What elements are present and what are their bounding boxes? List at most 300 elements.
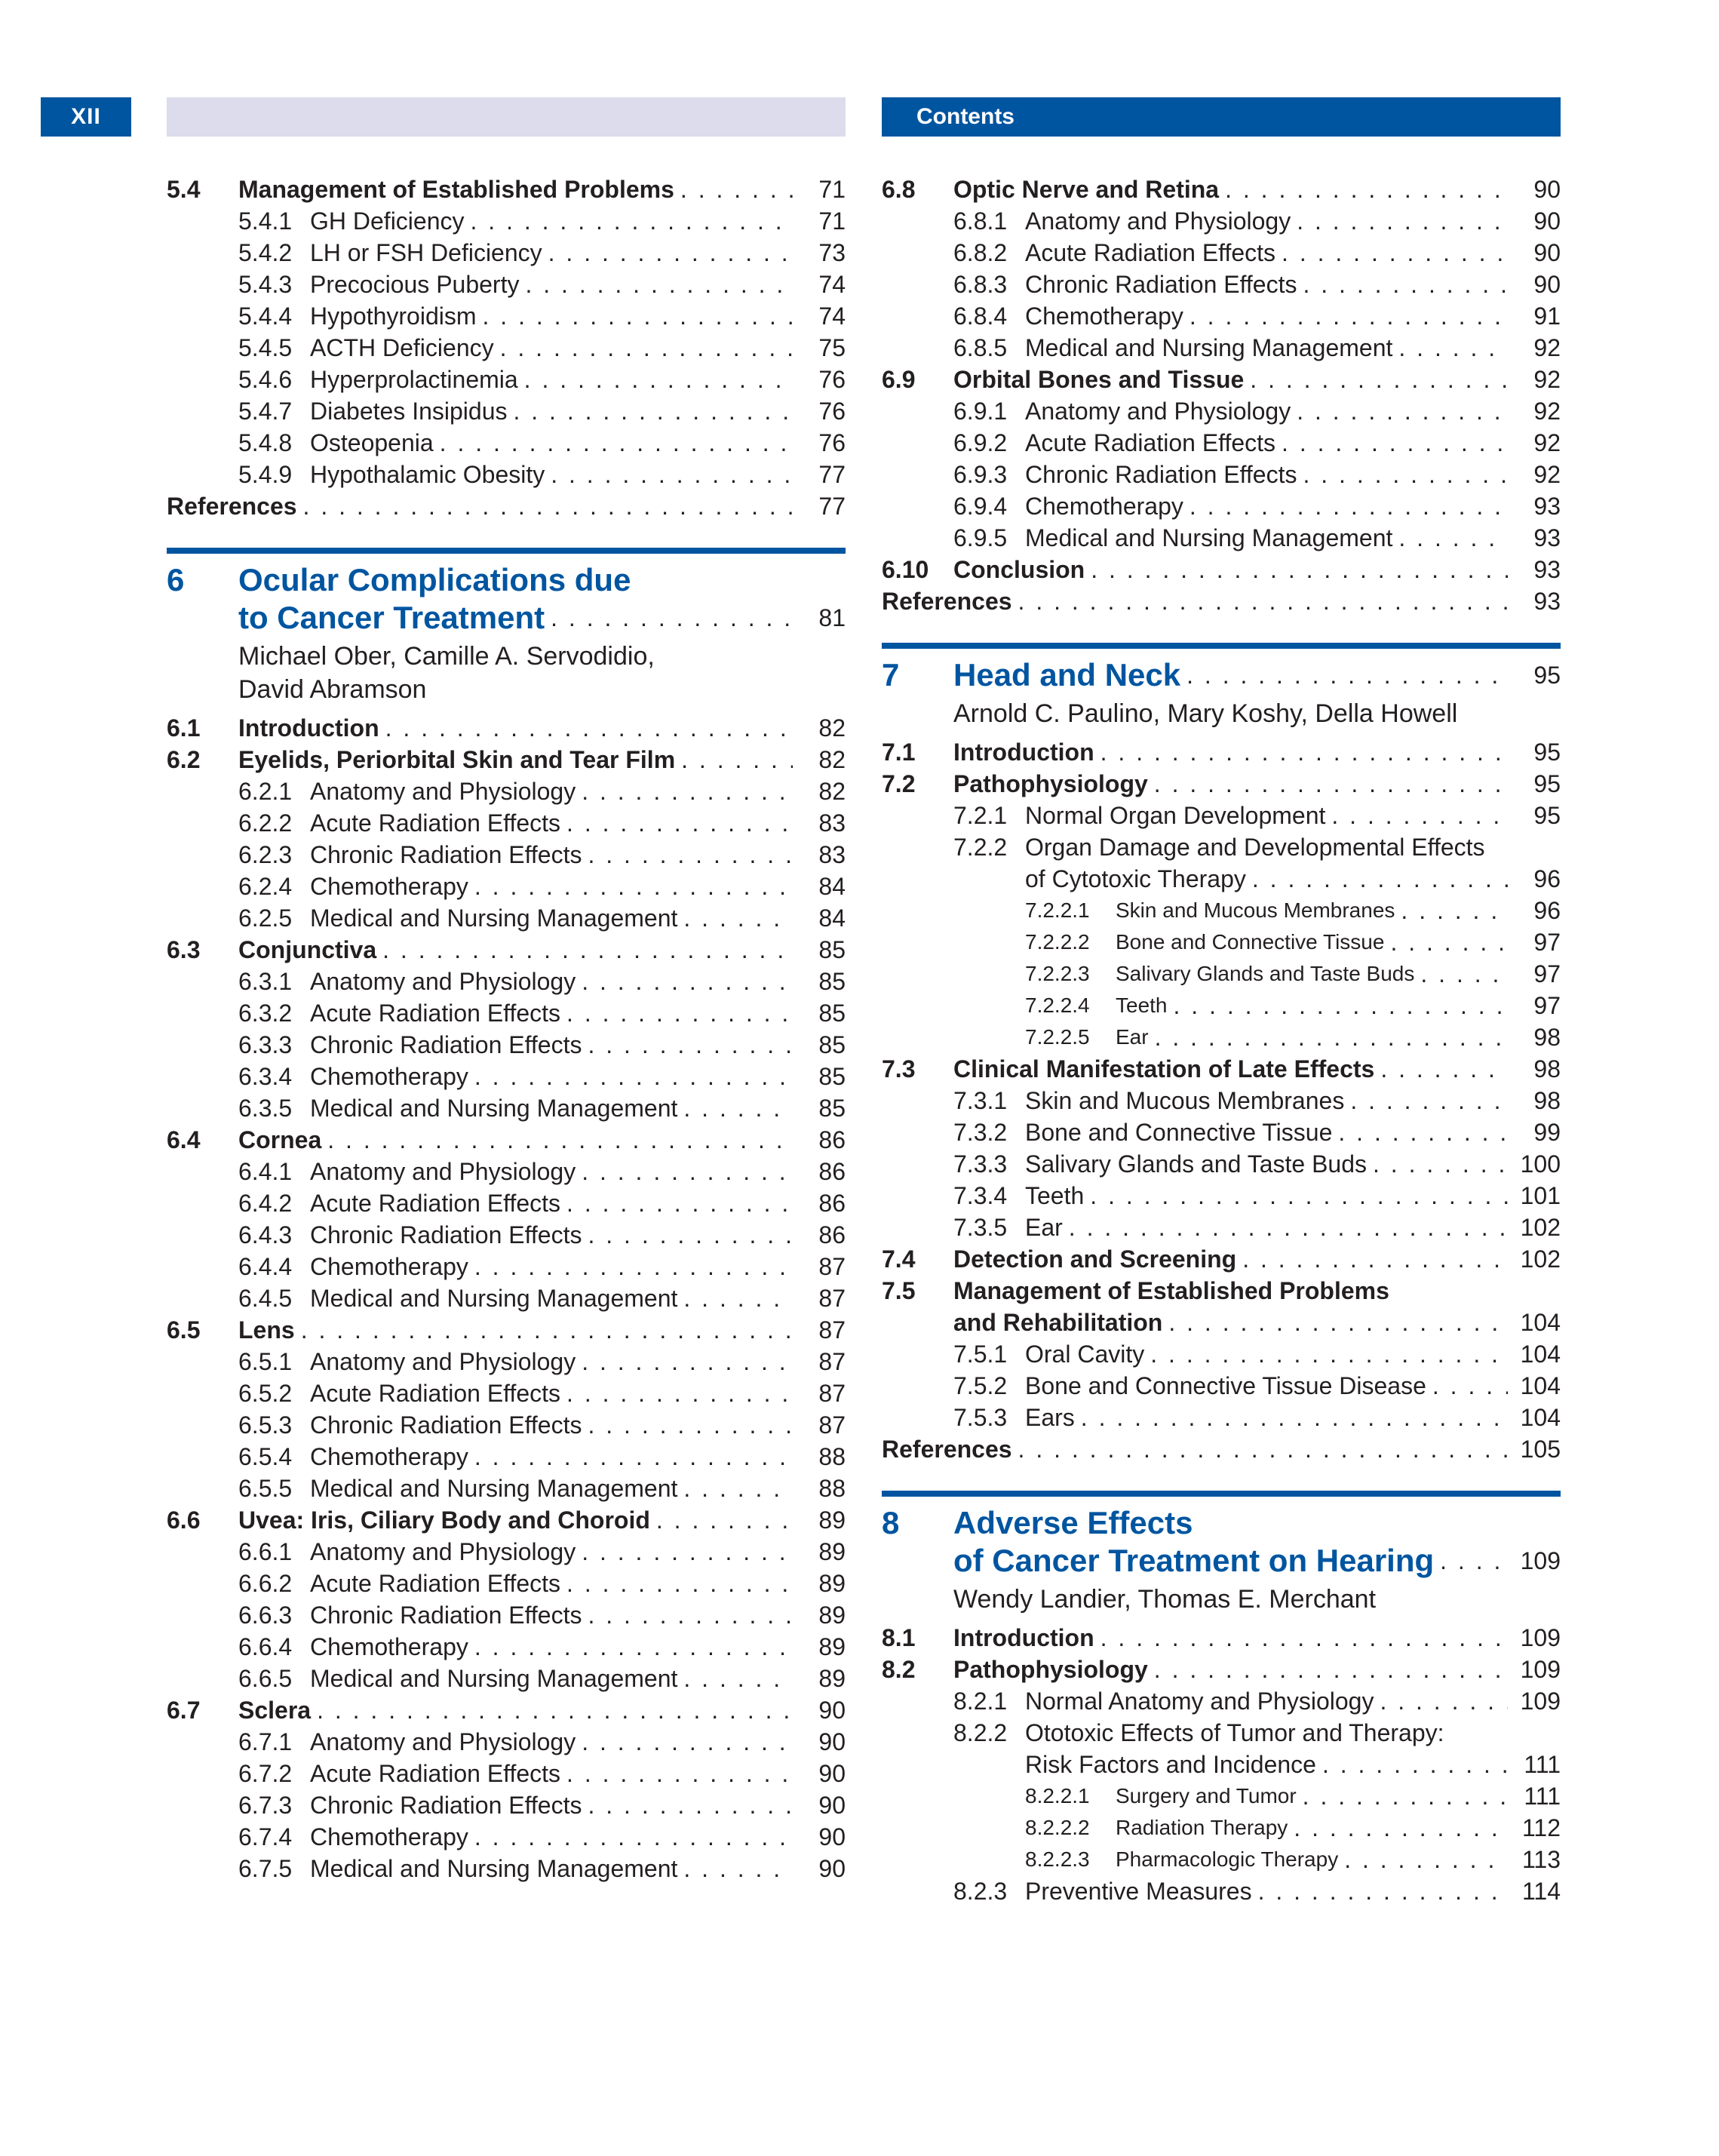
toc-entry-page[interactable]: 77 <box>818 461 846 488</box>
toc-entry[interactable] <box>882 863 1561 895</box>
toc-entry[interactable] <box>882 1243 1561 1275</box>
toc-entry-page[interactable]: 75 <box>818 334 846 361</box>
toc-entry-title[interactable]: Chemotherapy <box>310 1633 468 1660</box>
toc-entry[interactable] <box>882 1717 1561 1749</box>
toc-entry[interactable] <box>167 807 846 839</box>
toc-entry-title[interactable]: Medical and Nursing Management <box>310 1665 678 1692</box>
toc-entry-title[interactable]: Anatomy and Physiology <box>310 1348 576 1375</box>
toc-entry[interactable] <box>167 1758 846 1789</box>
toc-entry-page[interactable]: 96 <box>1533 897 1561 924</box>
toc-entry-title[interactable]: Medical and Nursing Management <box>310 904 678 932</box>
toc-entry[interactable] <box>882 1053 1561 1085</box>
toc-entry[interactable] <box>167 1694 846 1726</box>
toc-entry-title[interactable]: Anatomy and Physiology <box>1025 398 1291 425</box>
toc-entry[interactable] <box>882 237 1561 269</box>
chapter-title[interactable]: Ocular Complications due <box>238 562 631 597</box>
toc-entry-page[interactable]: 83 <box>818 841 846 868</box>
toc-entry[interactable] <box>882 1275 1561 1307</box>
toc-entry[interactable] <box>167 1314 846 1346</box>
toc-entry[interactable] <box>167 1156 846 1187</box>
toc-entry-title[interactable]: Chronic Radiation Effects <box>310 1031 582 1058</box>
leader-dots <box>1344 1085 1508 1116</box>
toc-entry-page[interactable]: 93 <box>1533 524 1561 551</box>
toc-entry-title[interactable]: Acute Radiation Effects <box>1025 429 1276 456</box>
toc-entry-title[interactable]: Anatomy and Physiology <box>310 1538 576 1565</box>
chapter-title-cont[interactable]: of Cancer Treatment on Hearing <box>953 1543 1435 1578</box>
toc-entry-page[interactable]: 88 <box>818 1443 846 1470</box>
toc-entry[interactable] <box>882 1338 1561 1370</box>
toc-entry[interactable] <box>167 174 846 205</box>
toc-entry-page[interactable]: 96 <box>1533 865 1561 892</box>
toc-entry-page[interactable]: 88 <box>818 1475 846 1502</box>
toc-entry[interactable] <box>167 775 846 807</box>
toc-entry-page[interactable]: 93 <box>1533 588 1561 615</box>
toc-entry-title[interactable]: Orbital Bones and Tissue <box>953 366 1245 393</box>
toc-entry[interactable] <box>167 934 846 966</box>
toc-entry-page[interactable]: 90 <box>818 1728 846 1755</box>
toc-entry-title[interactable]: Bone and Connective Tissue <box>1025 1119 1333 1146</box>
toc-entry[interactable] <box>882 554 1561 585</box>
toc-entry[interactable] <box>167 1092 846 1124</box>
toc-entry[interactable] <box>167 332 846 364</box>
toc-entry-title[interactable]: Chemotherapy <box>310 1063 468 1090</box>
toc-entry-title[interactable]: Osteopenia <box>310 429 434 456</box>
toc-entry-page[interactable]: 89 <box>818 1665 846 1692</box>
toc-entry-title[interactable]: Eyelids, Periorbital Skin and Tear Film <box>238 746 676 773</box>
toc-entry-page[interactable]: 87 <box>818 1380 846 1407</box>
toc-entry-title[interactable]: Preventive Measures <box>1025 1878 1252 1905</box>
toc-entry[interactable] <box>167 1251 846 1282</box>
toc-entry-title[interactable]: References <box>167 493 297 520</box>
toc-entry-title[interactable]: Medical and Nursing Management <box>310 1285 678 1312</box>
toc-entry-title[interactable]: Hyperprolactinemia <box>310 366 518 393</box>
toc-entry[interactable] <box>167 1599 846 1631</box>
toc-entry[interactable] <box>167 300 846 332</box>
toc-entry[interactable] <box>167 1124 846 1156</box>
toc-entry-title[interactable]: Organ Damage and Developmental Effects <box>1025 834 1485 861</box>
toc-entry-page[interactable]: 111 <box>1524 1751 1561 1778</box>
toc-entry-page[interactable]: 87 <box>818 1411 846 1439</box>
toc-entry-title[interactable]: Normal Organ Development <box>1025 802 1326 829</box>
toc-entry[interactable] <box>882 926 1561 958</box>
toc-entry[interactable] <box>882 1307 1561 1338</box>
toc-entry[interactable] <box>167 966 846 997</box>
toc-entry[interactable] <box>167 1853 846 1884</box>
toc-entry-title[interactable]: Anatomy and Physiology <box>310 1728 576 1755</box>
toc-references-entry[interactable] <box>882 585 1561 617</box>
toc-entry-title[interactable]: Medical and Nursing Management <box>310 1095 678 1122</box>
toc-entry-title[interactable]: Acute Radiation Effects <box>310 1380 561 1407</box>
toc-entry-page[interactable]: 87 <box>818 1253 846 1280</box>
toc-entry-title[interactable]: Teeth <box>1025 1182 1085 1209</box>
toc-entry-title[interactable]: Precocious Puberty <box>310 271 520 298</box>
toc-entry[interactable] <box>882 1116 1561 1148</box>
toc-entry-page[interactable]: 113 <box>1521 1846 1561 1873</box>
toc-entry-title[interactable]: Bone and Connective Tissue Disease <box>1025 1372 1426 1399</box>
toc-entry-page[interactable]: 89 <box>818 1506 846 1534</box>
toc-entry-title[interactable]: Risk Factors and Incidence <box>1025 1751 1316 1778</box>
toc-entry[interactable] <box>167 1187 846 1219</box>
toc-entry[interactable] <box>167 1346 846 1377</box>
toc-entry-title[interactable]: Chronic Radiation Effects <box>1025 271 1297 298</box>
toc-entry-page[interactable]: 86 <box>818 1190 846 1217</box>
toc-entry-page[interactable]: 95 <box>1533 802 1561 829</box>
toc-entry-page[interactable]: 100 <box>1520 1150 1561 1178</box>
toc-entry-title[interactable]: Anatomy and Physiology <box>310 778 576 805</box>
toc-entry[interactable] <box>882 958 1561 990</box>
toc-entry[interactable] <box>167 237 846 269</box>
toc-entry-title[interactable]: Chemotherapy <box>310 1443 468 1470</box>
toc-entry-title[interactable]: Conclusion <box>953 556 1085 583</box>
toc-entry-title[interactable]: Ear <box>1116 1025 1149 1049</box>
toc-entry-title[interactable]: Salivary Glands and Taste Buds <box>1116 962 1415 985</box>
toc-entry[interactable] <box>167 1282 846 1314</box>
toc-entry[interactable] <box>167 1631 846 1663</box>
toc-entry-title[interactable]: Uvea: Iris, Ciliary Body and Choroid <box>238 1506 650 1534</box>
toc-entry-page[interactable]: 89 <box>818 1602 846 1629</box>
toc-entry-title[interactable]: Chronic Radiation Effects <box>310 1411 582 1439</box>
toc-entry[interactable] <box>882 522 1561 554</box>
toc-entry-page[interactable]: 101 <box>1520 1182 1561 1209</box>
toc-entry[interactable] <box>167 1473 846 1504</box>
toc-entry[interactable] <box>882 1212 1561 1243</box>
toc-entry-page[interactable]: 87 <box>818 1285 846 1312</box>
toc-entry-title[interactable]: Medical and Nursing Management <box>1025 524 1393 551</box>
toc-entry-title[interactable]: Cornea <box>238 1126 322 1153</box>
toc-entry[interactable] <box>882 1021 1561 1053</box>
toc-entry-page[interactable]: 98 <box>1533 1055 1561 1083</box>
toc-entry-page[interactable]: 73 <box>818 239 846 266</box>
leader-dots <box>1332 1116 1508 1148</box>
toc-entry-number: 7.2.1 <box>953 802 1008 829</box>
toc-entry-title[interactable]: Medical and Nursing Management <box>310 1475 678 1502</box>
toc-entry-title[interactable]: Chronic Radiation Effects <box>310 1221 582 1248</box>
toc-entry[interactable] <box>882 490 1561 522</box>
toc-entry[interactable] <box>882 427 1561 459</box>
chapter-page[interactable]: 95 <box>1533 662 1561 689</box>
toc-entry-title[interactable]: Bone and Connective Tissue <box>1116 930 1385 954</box>
toc-entry-title[interactable]: Salivary Glands and Taste Buds <box>1025 1150 1367 1178</box>
toc-entry[interactable] <box>167 1663 846 1694</box>
toc-entry-title[interactable]: Acute Radiation Effects <box>1025 239 1276 266</box>
leader-dots <box>576 966 793 997</box>
toc-entry-page[interactable]: 97 <box>1533 929 1561 956</box>
toc-entry[interactable] <box>882 990 1561 1021</box>
leader-dots <box>677 902 793 934</box>
toc-entry[interactable] <box>882 1749 1561 1780</box>
toc-entry-title[interactable]: Clinical Manifestation of Late Effects <box>953 1055 1375 1083</box>
toc-entry-title[interactable]: Acute Radiation Effects <box>310 1000 561 1027</box>
toc-entry-title[interactable]: Hypothalamic Obesity <box>310 461 545 488</box>
leader-dots <box>576 1536 793 1568</box>
toc-entry-page[interactable]: 92 <box>1533 334 1561 361</box>
toc-entry[interactable] <box>882 459 1561 490</box>
toc-entry[interactable] <box>167 364 846 395</box>
toc-entry-title[interactable]: ACTH Deficiency <box>310 334 494 361</box>
toc-entry-title[interactable]: Medical and Nursing Management <box>310 1855 678 1882</box>
toc-entry[interactable] <box>882 800 1561 831</box>
toc-entry-page[interactable]: 102 <box>1520 1245 1561 1273</box>
toc-entry-page[interactable]: 90 <box>818 1760 846 1787</box>
toc-entry-title[interactable]: References <box>882 1436 1012 1463</box>
toc-entry-page[interactable]: 99 <box>1533 1119 1561 1146</box>
toc-entry-page[interactable]: 87 <box>818 1348 846 1375</box>
chapter-8-entries <box>882 1622 1561 1907</box>
toc-references-entry[interactable] <box>167 490 846 522</box>
toc-entry[interactable] <box>882 395 1561 427</box>
toc-entry-page[interactable]: 90 <box>1533 207 1561 235</box>
toc-entry[interactable] <box>167 902 846 934</box>
toc-entry[interactable] <box>167 1821 846 1853</box>
toc-entry[interactable] <box>167 1726 846 1758</box>
toc-entry-title[interactable]: GH Deficiency <box>310 207 465 235</box>
toc-entry-title[interactable]: Normal Anatomy and Physiology <box>1025 1688 1374 1715</box>
toc-entry-page[interactable]: 105 <box>1520 1436 1561 1463</box>
toc-entry-page[interactable]: 98 <box>1533 1087 1561 1114</box>
toc-entry[interactable] <box>882 364 1561 395</box>
toc-entry-title[interactable]: Chemotherapy <box>1025 493 1183 520</box>
toc-entry-title[interactable]: Chemotherapy <box>310 1823 468 1850</box>
toc-entry-title[interactable]: Acute Radiation Effects <box>310 809 561 837</box>
toc-entry-title[interactable]: Surgery and Tumor <box>1116 1784 1297 1807</box>
toc-entry-page[interactable]: 90 <box>818 1855 846 1882</box>
toc-entry-page[interactable]: 83 <box>818 809 846 837</box>
toc-entry-page[interactable]: 97 <box>1533 992 1561 1019</box>
toc-entry-page[interactable]: 87 <box>818 1316 846 1344</box>
toc-entry-title[interactable]: Introduction <box>953 1624 1094 1651</box>
toc-entry-title[interactable]: Teeth <box>1116 994 1168 1017</box>
toc-entry-title[interactable]: Radiation Therapy <box>1116 1816 1288 1839</box>
toc-entry-page[interactable]: 85 <box>818 968 846 995</box>
toc-entry-title[interactable]: Skin and Mucous Membranes <box>1116 898 1395 922</box>
toc-entry-title[interactable]: Sclera <box>238 1697 312 1724</box>
toc-entry-page[interactable]: 85 <box>818 1063 846 1090</box>
toc-entry-title[interactable]: Chronic Radiation Effects <box>310 841 582 868</box>
leader-dots <box>1144 1338 1508 1370</box>
chapter-number: 8 <box>882 1505 900 1540</box>
toc-entry[interactable] <box>882 1844 1561 1875</box>
toc-references-entry[interactable] <box>882 1433 1561 1465</box>
chapter-title[interactable]: Head and Neck <box>953 657 1181 693</box>
toc-entry-page[interactable]: 76 <box>818 366 846 393</box>
toc-entry-page[interactable]: 89 <box>818 1633 846 1660</box>
toc-entry[interactable] <box>882 1780 1561 1812</box>
toc-entry-page[interactable]: 111 <box>1524 1783 1561 1810</box>
toc-entry[interactable] <box>882 1812 1561 1844</box>
toc-entry[interactable] <box>882 1875 1561 1907</box>
toc-entry-title[interactable]: Anatomy and Physiology <box>310 968 576 995</box>
toc-entry-title[interactable]: Skin and Mucous Membranes <box>1025 1087 1345 1114</box>
toc-entry-title[interactable]: Pharmacologic Therapy <box>1116 1847 1339 1871</box>
toc-entry-page[interactable]: 89 <box>818 1570 846 1597</box>
toc-entry-page[interactable]: 76 <box>818 398 846 425</box>
toc-entry-page[interactable]: 84 <box>818 904 846 932</box>
toc-entry[interactable] <box>882 205 1561 237</box>
toc-entry-page[interactable]: 90 <box>1533 176 1561 203</box>
toc-entry-page[interactable]: 112 <box>1521 1814 1561 1841</box>
toc-entry-page[interactable]: 77 <box>818 493 846 520</box>
toc-entry[interactable] <box>882 1180 1561 1212</box>
toc-entry[interactable] <box>882 1622 1561 1654</box>
toc-entry-page[interactable]: 114 <box>1521 1878 1561 1905</box>
page-number: XII <box>71 104 101 129</box>
toc-entry[interactable] <box>167 1377 846 1409</box>
chapter-title-cont[interactable]: to Cancer Treatment <box>238 600 545 635</box>
toc-entry-page[interactable]: 71 <box>818 207 846 235</box>
toc-entry-page[interactable]: 93 <box>1533 493 1561 520</box>
toc-entry[interactable] <box>882 895 1561 926</box>
toc-entry[interactable] <box>167 839 846 871</box>
toc-entry-title[interactable]: Medical and Nursing Management <box>1025 334 1393 361</box>
toc-entry[interactable] <box>167 1409 846 1441</box>
toc-entry-title[interactable]: of Cytotoxic Therapy <box>1025 865 1246 892</box>
toc-entry-page[interactable]: 92 <box>1533 398 1561 425</box>
toc-entry-page[interactable]: 90 <box>1533 239 1561 266</box>
toc-entry-page[interactable]: 86 <box>818 1126 846 1153</box>
toc-entry-title[interactable]: Anatomy and Physiology <box>310 1158 576 1185</box>
toc-entry-page[interactable]: 104 <box>1520 1404 1561 1431</box>
toc-entry-page[interactable]: 92 <box>1533 461 1561 488</box>
toc-entry-page[interactable]: 109 <box>1520 1656 1561 1683</box>
toc-entry-title[interactable]: Management of Established Problems <box>238 176 674 203</box>
toc-entry-page[interactable]: 86 <box>818 1158 846 1185</box>
toc-entry-page[interactable]: 90 <box>818 1823 846 1850</box>
toc-entry[interactable] <box>167 871 846 902</box>
toc-entry-title[interactable]: Pathophysiology <box>953 1656 1148 1683</box>
toc-entry-page[interactable]: 85 <box>818 1031 846 1058</box>
toc-entry-title[interactable]: Oral Cavity <box>1025 1341 1145 1368</box>
toc-entry-title[interactable]: Chronic Radiation Effects <box>1025 461 1297 488</box>
toc-entry-title[interactable]: Acute Radiation Effects <box>310 1570 561 1597</box>
toc-entry-page[interactable]: 92 <box>1533 366 1561 393</box>
toc-entry[interactable] <box>167 1219 846 1251</box>
toc-entry[interactable] <box>167 712 846 744</box>
chapter-page[interactable]: 81 <box>818 604 846 631</box>
toc-entry-number: 6.9.2 <box>953 429 1008 456</box>
toc-entry[interactable] <box>882 1148 1561 1180</box>
toc-entry-page[interactable]: 84 <box>818 873 846 900</box>
toc-entry-page[interactable]: 95 <box>1533 739 1561 766</box>
toc-entry-page[interactable]: 90 <box>1533 271 1561 298</box>
toc-entry[interactable] <box>882 831 1561 863</box>
toc-entry[interactable] <box>882 300 1561 332</box>
chapter-title[interactable]: Adverse Effects <box>953 1505 1193 1540</box>
toc-entry[interactable] <box>882 768 1561 800</box>
left-top-entries <box>167 174 846 522</box>
toc-entry-page[interactable]: 85 <box>818 936 846 963</box>
toc-entry[interactable] <box>167 744 846 775</box>
toc-entry[interactable] <box>882 1370 1561 1402</box>
toc-entry-title[interactable]: Ear <box>1025 1214 1063 1241</box>
toc-entry-title[interactable]: Ototoxic Effects of Tumor and Therapy: <box>1025 1719 1444 1746</box>
toc-entry[interactable] <box>167 427 846 459</box>
toc-entry[interactable] <box>882 1654 1561 1685</box>
toc-entry-page[interactable]: 85 <box>818 1095 846 1122</box>
toc-entry-title[interactable]: Hypothyroidism <box>310 303 477 330</box>
toc-entry-page[interactable]: 82 <box>818 714 846 742</box>
toc-entry[interactable] <box>167 1568 846 1599</box>
toc-entry-page[interactable]: 82 <box>818 778 846 805</box>
toc-entry-page[interactable]: 93 <box>1533 556 1561 583</box>
toc-entry[interactable] <box>167 1536 846 1568</box>
toc-entry-title[interactable]: Chronic Radiation Effects <box>310 1602 582 1629</box>
toc-entry-page[interactable]: 98 <box>1533 1024 1561 1051</box>
toc-entry[interactable] <box>882 1402 1561 1433</box>
toc-entry[interactable] <box>167 1441 846 1473</box>
toc-entry[interactable] <box>167 395 846 427</box>
toc-entry-page[interactable]: 104 <box>1520 1341 1561 1368</box>
toc-entry-title[interactable]: LH or FSH Deficiency <box>310 239 542 266</box>
toc-entry-title[interactable]: Management of Established Problems <box>953 1277 1389 1304</box>
toc-entry[interactable] <box>882 332 1561 364</box>
toc-entry-title[interactable]: Acute Radiation Effects <box>310 1760 561 1787</box>
toc-entry-page[interactable]: 95 <box>1533 770 1561 797</box>
toc-entry[interactable] <box>167 1061 846 1092</box>
toc-entry[interactable] <box>167 269 846 300</box>
toc-entry-title[interactable]: Anatomy and Physiology <box>1025 207 1291 235</box>
toc-entry[interactable] <box>167 459 846 490</box>
toc-entry-page[interactable]: 90 <box>818 1792 846 1819</box>
toc-entry-title[interactable]: Chemotherapy <box>310 873 468 900</box>
toc-entry-title[interactable]: Chemotherapy <box>1025 303 1183 330</box>
toc-entry-page[interactable]: 109 <box>1520 1688 1561 1715</box>
toc-entry-title[interactable]: Chronic Radiation Effects <box>310 1792 582 1819</box>
toc-entry-page[interactable]: 97 <box>1533 960 1561 987</box>
toc-entry[interactable] <box>167 1029 846 1061</box>
toc-entry-number: 7.2.2.3 <box>1025 962 1090 985</box>
toc-entry-title[interactable]: Optic Nerve and Retina <box>953 176 1220 203</box>
toc-entry-title[interactable]: Acute Radiation Effects <box>310 1190 561 1217</box>
toc-entry[interactable] <box>882 1085 1561 1116</box>
toc-entry-title[interactable]: Ears <box>1025 1404 1075 1431</box>
toc-entry[interactable] <box>167 205 846 237</box>
toc-entry-title[interactable]: Lens <box>238 1316 295 1344</box>
toc-entry[interactable] <box>882 174 1561 205</box>
toc-entry-page[interactable]: 76 <box>818 429 846 456</box>
toc-entry-title[interactable]: Introduction <box>238 714 379 742</box>
toc-entry-page[interactable]: 74 <box>818 271 846 298</box>
toc-entry-title[interactable]: Conjunctiva <box>238 936 377 963</box>
toc-entry-page[interactable]: 104 <box>1520 1372 1561 1399</box>
toc-entry-title[interactable]: Introduction <box>953 739 1094 766</box>
toc-entry-page[interactable]: 71 <box>818 176 846 203</box>
toc-entry-page[interactable]: 74 <box>818 303 846 330</box>
toc-entry[interactable] <box>167 997 846 1029</box>
toc-entry-page[interactable]: 109 <box>1520 1624 1561 1651</box>
toc-entry-page[interactable]: 91 <box>1533 303 1561 330</box>
toc-entry-page[interactable]: 92 <box>1533 429 1561 456</box>
toc-entry-title[interactable]: References <box>882 588 1012 615</box>
toc-entry[interactable] <box>882 736 1561 768</box>
toc-entry-page[interactable]: 90 <box>818 1697 846 1724</box>
toc-entry-title[interactable]: Chemotherapy <box>310 1253 468 1280</box>
toc-entry-title[interactable]: Diabetes Insipidus <box>310 398 508 425</box>
toc-entry[interactable] <box>167 1789 846 1821</box>
toc-entry-page[interactable]: 104 <box>1520 1309 1561 1336</box>
toc-entry-page[interactable]: 86 <box>818 1221 846 1248</box>
toc-entry[interactable] <box>882 269 1561 300</box>
toc-entry-title[interactable]: Pathophysiology <box>953 770 1148 797</box>
toc-entry-page[interactable]: 89 <box>818 1538 846 1565</box>
toc-entry-title[interactable]: Detection and Screening <box>953 1245 1237 1273</box>
toc-entry-page[interactable]: 82 <box>818 746 846 773</box>
chapter-page[interactable]: 109 <box>1520 1547 1561 1574</box>
toc-entry-title[interactable]: and Rehabilitation <box>953 1309 1163 1336</box>
toc-entry[interactable] <box>167 1504 846 1536</box>
toc-entry-page[interactable]: 102 <box>1520 1214 1561 1241</box>
toc-entry[interactable] <box>882 1685 1561 1717</box>
toc-entry-page[interactable]: 85 <box>818 1000 846 1027</box>
